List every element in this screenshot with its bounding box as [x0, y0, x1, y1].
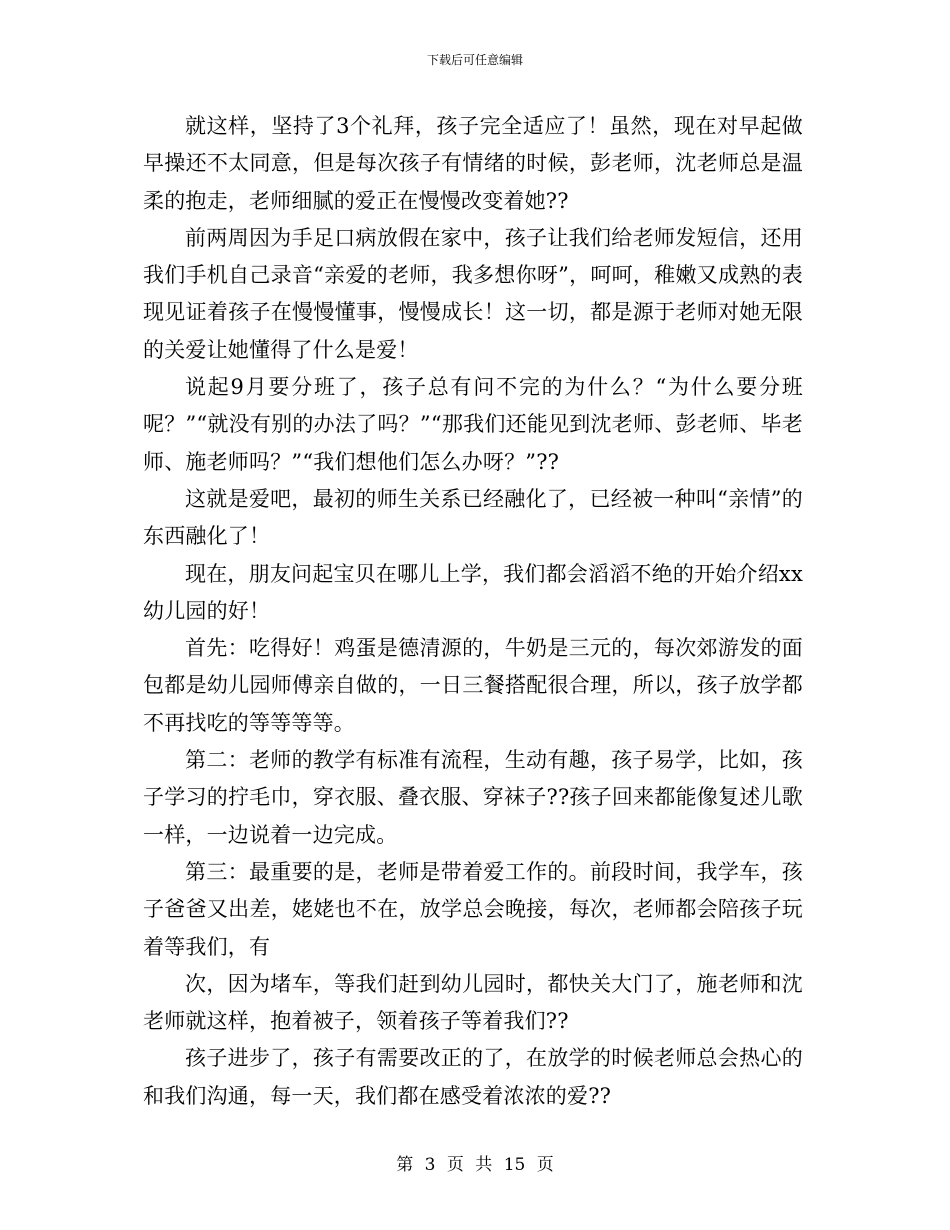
- paragraph-1: 就这样，坚持了3个礼拜，孩子完全适应了！虽然，现在对早起做早操还不太同意，但是每次孩子有情绪的时候，彭老师，沈老师总是温柔的抱走，老师细腻的爱正在慢慢改变着她??: [143, 114, 803, 213]
- paragraph-10: 孩子进步了，孩子有需要改正的了，在放学的时候老师总会热心的和我们沟通，每一天，我们都在感受着浓浓的爱??: [143, 1046, 803, 1108]
- paragraph-5: 现在，朋友问起宝贝在哪儿上学，我们都会滔滔不绝的开始介绍xx幼儿园的好！: [143, 561, 803, 623]
- paragraph-6: 首先：吃得好！鸡蛋是德清源的，牛奶是三元的，每次郊游发的面包都是幼儿园师傅亲自做的，一日三餐搭配很合理，所以，孩子放学都不再找吃的等等等等。: [143, 636, 803, 735]
- paragraph-3: 说起9月要分班了，孩子总有问不完的为什么？“为什么要分班呢？”“就没有别的办法了吗？”“那我们还能见到沈老师、彭老师、毕老师、施老师吗？”“我们想他们怎么办呀？”??: [143, 375, 803, 474]
- paragraph-7: 第二：老师的教学有标准有流程，生动有趣，孩子易学，比如，孩子学习的拧毛巾，穿衣服、叠衣服、穿袜子??孩子回来都能像复述儿歌一样，一边说着一边完成。: [143, 748, 803, 847]
- paragraph-9: 次，因为堵车，等我们赶到幼儿园时，都快关大门了，施老师和沈老师就这样，抱着被子，领着孩子等着我们??: [143, 971, 803, 1034]
- page-header: 下载后可任意编辑: [426, 53, 523, 67]
- page-footer: 第 3 页 共 15 页: [396, 1155, 554, 1175]
- document-body: [143, 108, 803, 1115]
- paragraph-2: 前两周因为手足口病放假在家中，孩子让我们给老师发短信，还用我们手机自己录音“亲爱的老师，我多想你呀”，呵呵，稚嫩又成熟的表现见证着孩子在慢慢懂事，慢慢成长！这一切，都是源于老师对她无限的关爱让她懂得了什么是爱！: [143, 225, 803, 362]
- paragraph-4: 这就是爱吧，最初的师生关系已经融化了，已经被一种叫“亲情”的东西融化了！: [143, 486, 803, 549]
- paragraph-8: 第三：最重要的是，老师是带着爱工作的。前段时间，我学车，孩子爸爸又出差，姥姥也不在，放学总会晚接，每次，老师都会陪孩子玩着等我们，有: [143, 859, 803, 959]
